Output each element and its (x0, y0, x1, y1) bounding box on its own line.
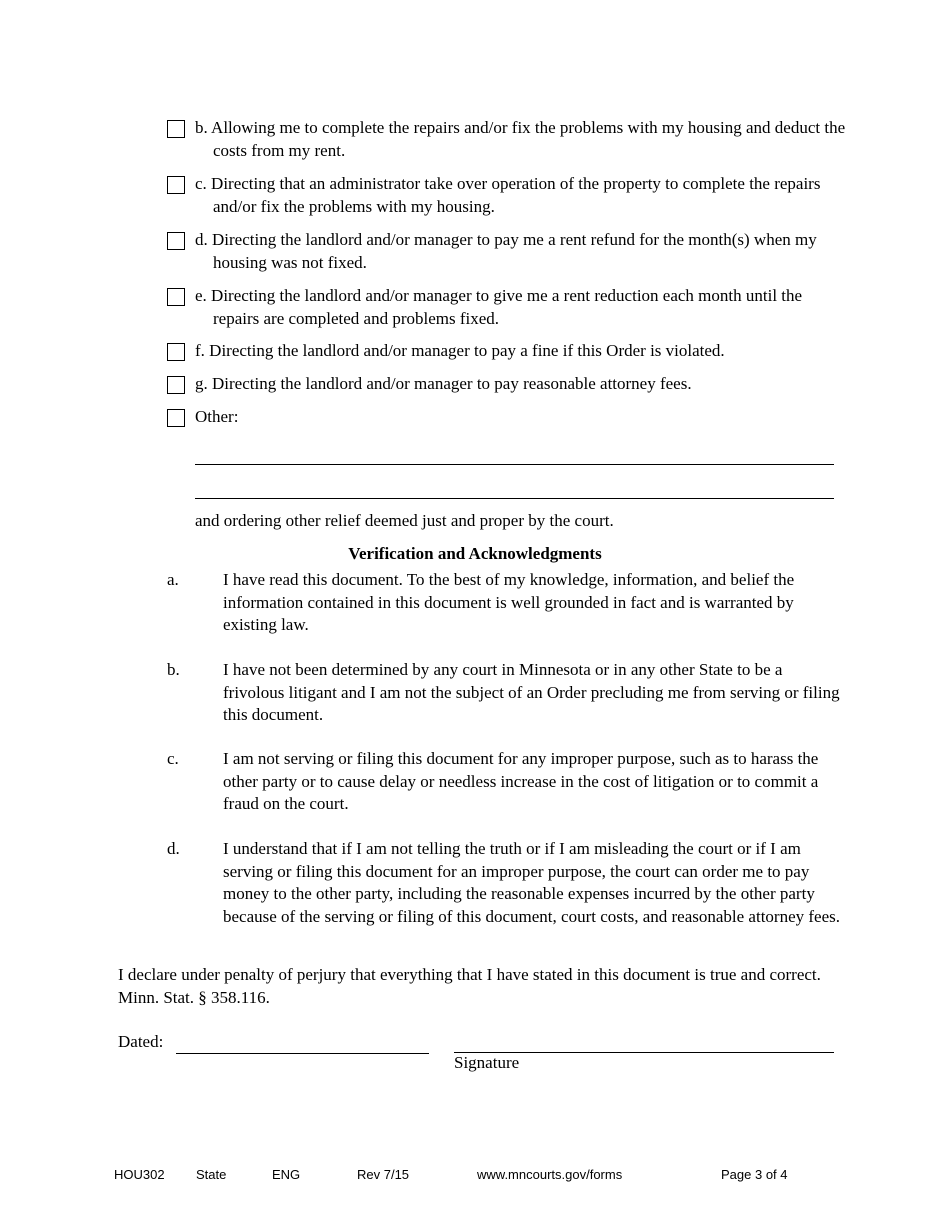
option-d-checkbox[interactable] (167, 232, 185, 250)
verification-item-text: I have not been determined by any court in Minnesota or in any other State to be a frivolous litigant and I am not the subject of an Order precluding me from serving or filing this document. (223, 660, 840, 724)
verification-item-letter: a. (167, 570, 179, 589)
option-b-checkbox[interactable] (167, 120, 185, 138)
verification-item-text: I am not serving or filing this document for any improper purpose, such as to harass the other party or to cause delay or needless increase in the cost of litigation or to commit a fraud on the court. (223, 749, 819, 813)
option-e-checkbox[interactable] (167, 288, 185, 306)
option-g-checkbox[interactable] (167, 376, 185, 394)
other-input-line-1[interactable] (195, 464, 834, 465)
verification-item-letter: b. (167, 660, 180, 679)
footer-revision: Rev 7/15 (357, 1167, 410, 1182)
option-other-text: Other: (195, 407, 239, 426)
option-f-checkbox[interactable] (167, 343, 185, 361)
footer-website[interactable]: www.mncourts.gov/forms (477, 1167, 623, 1182)
verification-item-a (167, 569, 847, 637)
option-e (167, 285, 847, 330)
option-d (167, 229, 847, 274)
verification-item-letter: c. (167, 749, 179, 768)
date-input-line[interactable] (176, 1053, 429, 1054)
verification-item-d (167, 838, 847, 928)
option-other-checkbox[interactable] (167, 409, 185, 427)
verification-item-c (167, 748, 847, 816)
verification-item-b (167, 659, 847, 727)
verification-item-text: I have read this document. To the best of my knowledge, information, and belief the information contained in this document is well grounded in fact and is warranted by existing law. (223, 570, 795, 634)
perjury-declaration: I declare under penalty of perjury that everything that I have stated in this document is true and correct. Minn. Stat. § 358.116. (118, 965, 821, 1007)
option-c-checkbox[interactable] (167, 176, 185, 194)
option-c (167, 173, 847, 218)
option-b (167, 117, 847, 162)
signature-label: Signature (454, 1053, 520, 1072)
footer-language: ENG (272, 1167, 301, 1182)
footer-scope: State (196, 1167, 227, 1182)
other-input-line-2[interactable] (195, 498, 834, 499)
option-f-text: f. Directing the landlord and/or manager to pay a fine if this Order is violated. (195, 341, 725, 360)
verification-item-text: I understand that if I am not telling the truth or if I am misleading the court or if I am serving or filing this document for an improper purpose, the court can order me to pay money to the other party, including the reasonable expenses incurred by the other party because of the serving or filing of this document, court costs, and reasonable attorney fees. (223, 839, 840, 926)
option-c-text: c. Directing that an administrator take over operation of the property to complete the repairs and/or fix the problems with my housing. (195, 174, 821, 216)
option-g-text: g. Directing the landlord and/or manager to pay reasonable attorney fees. (195, 374, 692, 393)
verification-item-letter: d. (167, 839, 180, 858)
option-b-text: b. Allowing me to complete the repairs and/or fix the problems with my housing and deduct the costs from my rent. (195, 118, 846, 160)
option-f (167, 340, 847, 363)
footer-form-code: HOU302 (114, 1167, 165, 1182)
option-g (167, 373, 847, 396)
dated-label: Dated: (118, 1032, 164, 1051)
option-other (167, 406, 847, 429)
option-d-text: d. Directing the landlord and/or manager to pay me a rent refund for the month(s) when my housing was not fixed. (195, 230, 817, 272)
footer-page-number: Page 3 of 4 (721, 1167, 788, 1182)
option-e-text: e. Directing the landlord and/or manager to give me a rent reduction each month until the repairs are completed and problems fixed. (195, 286, 803, 328)
verification-heading: Verification and Acknowledgments (348, 544, 602, 563)
other-relief-text: and ordering other relief deemed just and proper by the court. (195, 511, 614, 530)
